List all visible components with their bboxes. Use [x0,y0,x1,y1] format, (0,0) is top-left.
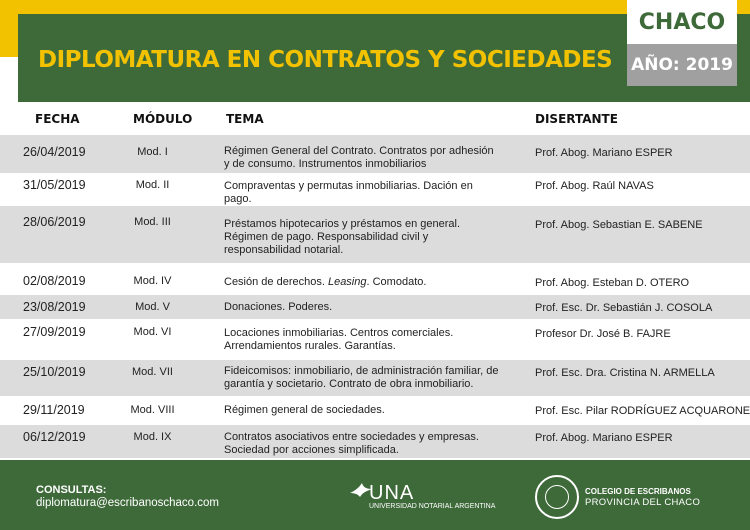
cell-tema: Régimen General del Contrato. Contratos por adhesión y de consumo. Instrumentos inmobiliarios [224,145,494,170]
cell-fecha: 06/12/2019 [23,430,86,444]
cell-disertante: Prof. Esc. Dr. Sebastián J. COSOLA [535,302,713,314]
cell-fecha: 25/10/2019 [23,365,86,379]
table-row [0,295,750,319]
cell-tema: Contratos asociativos entre sociedades y empresas. Sociedad por acciones simplificada. [224,431,479,456]
cell-modulo: Mod. VIII [130,404,175,416]
cell-modulo: Mod. II [135,179,170,191]
colegio-name: COLEGIO DE ESCRIBANOS [585,487,691,496]
column-header-disertante: DISERTANTE [535,112,618,126]
tema-text: Cesión de derechos. [224,276,328,288]
tema-text: . Comodato. [366,276,427,288]
table-row [0,270,750,295]
cell-tema: Régimen general de sociedades. [224,404,385,416]
cell-disertante: Profesor Dr. José B. FAJRE [535,328,671,340]
cell-modulo: Mod. VII [132,366,173,378]
year-badge [627,44,737,86]
cell-tema: Préstamos hipotecarios y préstamos en general. Régimen de pago. Responsabilidad civil y responsabilidad notarial. [224,218,461,256]
cell-tema: Locaciones inmobiliarias. Centros comerciales. Arrendamientos rurales. Garantías. [224,327,454,352]
cell-disertante: Prof. Esc. Dra. Cristina N. ARMELLA [535,367,715,379]
cell-modulo: Mod. VI [133,326,172,338]
cell-fecha: 28/06/2019 [23,215,86,229]
table-row [0,319,750,357]
table-row [0,396,750,425]
cell-modulo: Mod. III [134,216,171,228]
cell-fecha: 23/08/2019 [23,300,86,314]
cell-disertante: Prof. Esc. Pilar RODRÍGUEZ ACQUARONE [535,405,750,417]
colegio-seal-icon [535,475,579,519]
cell-tema: Donaciones. Poderes. [224,301,333,313]
cell-disertante: Prof. Abog. Mariano ESPER [535,147,673,159]
cell-disertante: Prof. Abog. Raúl NAVAS [535,180,654,192]
page-title: DIPLOMATURA EN CONTRATOS Y SOCIEDADES [38,47,613,73]
seal-inner-ring [545,485,569,509]
cell-fecha: 29/11/2019 [23,403,85,417]
una-subtitle: UNIVERSIDAD NOTARIAL ARGENTINA [369,503,496,510]
table-row [0,135,750,173]
cell-tema: Compraventas y permutas inmobiliarias. Dación en pago. [224,180,473,205]
table-row [0,206,750,263]
cell-modulo: Mod. I [137,146,168,158]
table-row [0,360,750,396]
cell-disertante: Prof. Abog. Esteban D. OTERO [535,277,690,289]
cell-modulo: Mod. IX [133,431,172,443]
cell-fecha: 26/04/2019 [23,145,86,159]
consultas-label: CONSULTAS: [36,484,107,496]
consultas-email-link[interactable]: diplomatura@escribanoschaco.com [36,497,219,509]
cell-fecha: 02/08/2019 [23,274,86,288]
column-header-modulo: MÓDULO [133,112,193,126]
cell-tema [224,276,499,289]
cell-fecha: 27/09/2019 [23,325,86,339]
table-row [0,425,750,458]
cell-modulo: Mod. IV [133,275,172,287]
cell-modulo: Mod. V [135,301,170,313]
cell-fecha: 31/05/2019 [23,178,86,192]
tema-emphasis: Leasing [327,276,367,288]
cell-tema: Fideicomisos: inmobiliario, de administración familiar, de garantía y societario. Contrato de obra inmobiliario. [224,365,499,390]
colegio-province: PROVINCIA DEL CHACO [585,497,701,508]
column-header-fecha: FECHA [35,112,80,126]
column-header-tema: TEMA [226,112,264,126]
cell-disertante: Prof. Abog. Sebastian E. SABENE [535,219,703,231]
cell-disertante: Prof. Abog. Mariano ESPER [535,432,673,444]
una-name: UNA [369,482,415,504]
table-row [0,173,750,206]
year-label: AÑO: 2019 [631,55,733,75]
province-label: CHACO [638,9,726,35]
province-badge [627,0,737,44]
